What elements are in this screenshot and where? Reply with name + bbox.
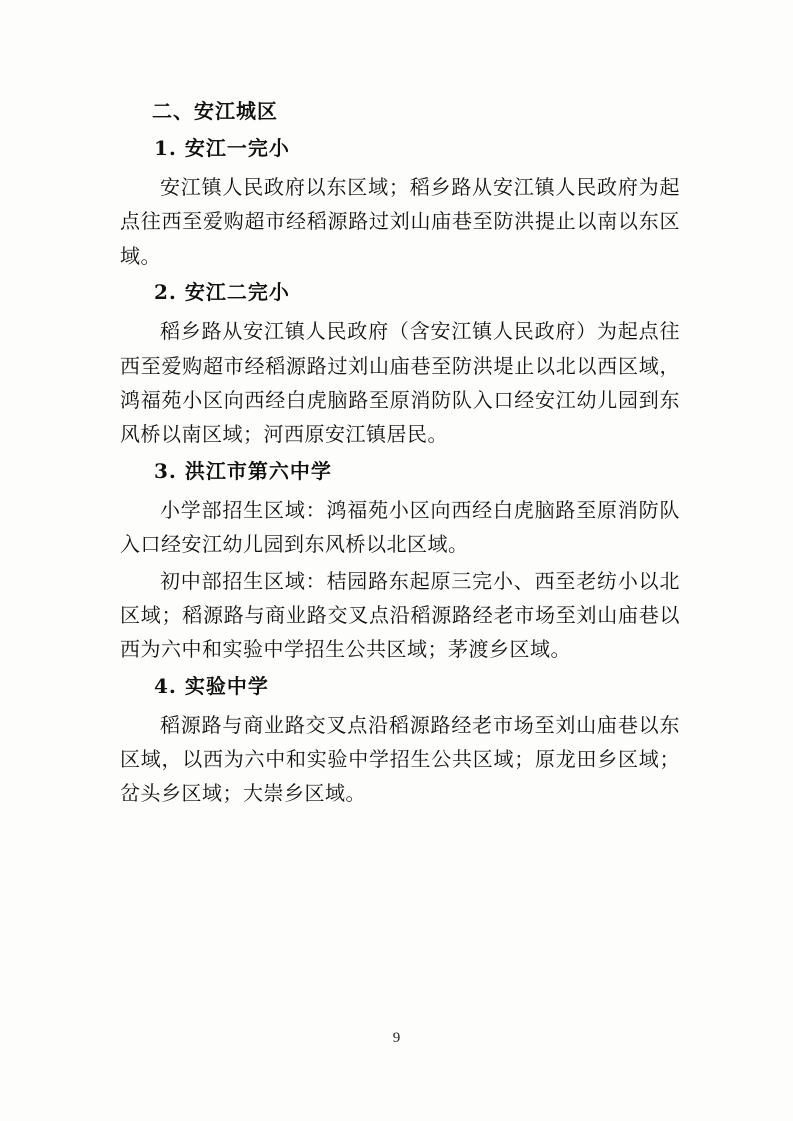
school-heading-anjiang-no1-primary: 1. 安江一完小 bbox=[154, 136, 290, 160]
school-heading-hongjiang-no6-middle: 3. 洪江市第六中学 bbox=[154, 458, 332, 483]
school-body-experimental-middle: 稻源路与商业路交叉点沿稻源路经老市场至刘山庙巷以东区域，以西为六中和实验中学招生公共区域；原龙田乡区域；岔头乡区域；大崇乡区域。 bbox=[120, 712, 680, 806]
school-body-anjiang-no2-primary: 稻乡路从安江镇人民政府（含安江镇人民政府）为起点往西至爱购超市经稻源路过刘山庙巷至防洪堤止以北以西区域，鸿福苑小区向西经白虎脑路至原消防队入口经安江幼儿园到东风桥以南区域；河西原安江镇居民。 bbox=[120, 319, 680, 447]
school-heading-anjiang-no2-primary: 2. 安江二完小 bbox=[154, 280, 290, 305]
school-body-hongjiang-no6-junior-zone: 初中部招生区域：桔园路东起原三完小、西至老纺小以北区域；稻源路与商业路交叉点沿稻源路经老市场至刘山庙巷以西为六中和实验中学招生公共区域；茅渡乡区域。 bbox=[120, 568, 680, 662]
school-body-hongjiang-no6-primary-zone: 小学部招生区域：鸿福苑小区向西经白虎脑路至原消防队入口经安江幼儿园到东风桥以北区域。 bbox=[120, 497, 680, 557]
school-body-anjiang-no1-primary: 安江镇人民政府以东区域；稻乡路从安江镇人民政府为起点往西至爱购超市经稻源路过刘山庙巷至防洪提止以南以东区域。 bbox=[120, 175, 680, 268]
school-block-2 bbox=[120, 277, 680, 452]
page-content bbox=[120, 96, 680, 815]
school-heading-experimental-middle: 4. 实验中学 bbox=[154, 673, 269, 698]
school-block-1 bbox=[120, 133, 680, 273]
school-block-4 bbox=[120, 671, 680, 811]
page-number: 9 bbox=[392, 1030, 401, 1046]
school-block-3 bbox=[120, 456, 680, 667]
section-heading-anjiang-urban: 二、安江城区 bbox=[152, 99, 278, 123]
